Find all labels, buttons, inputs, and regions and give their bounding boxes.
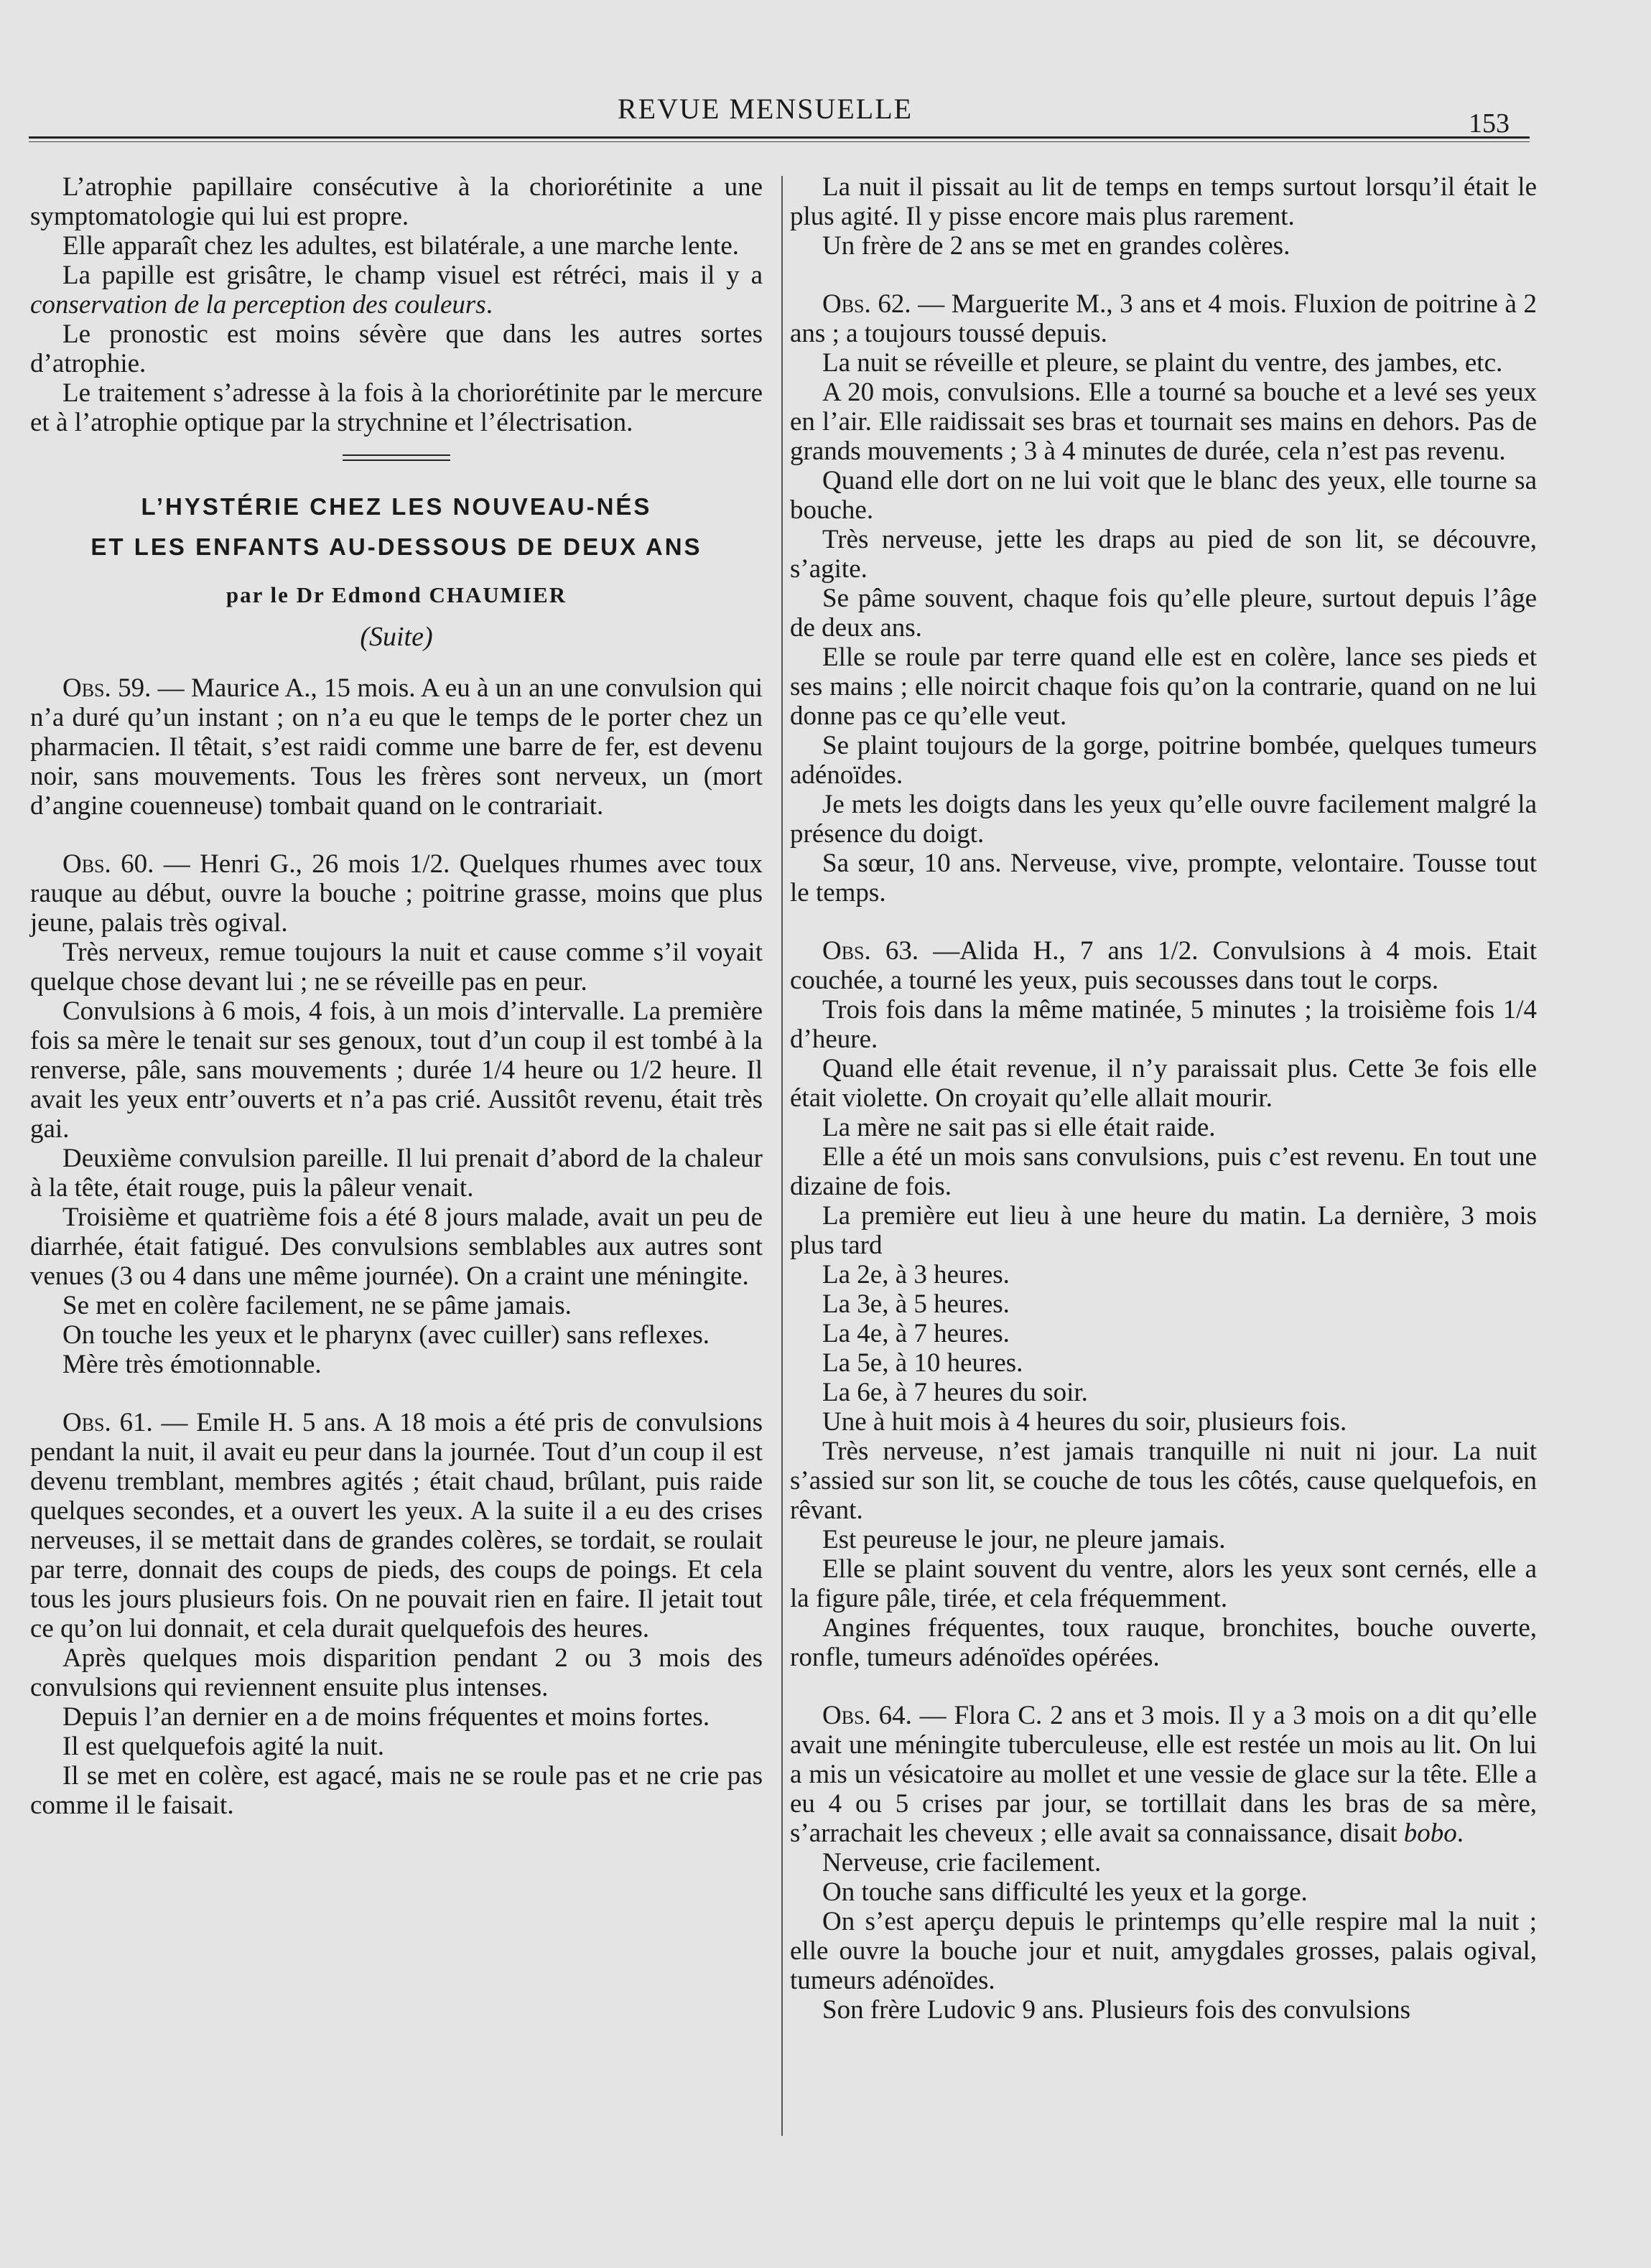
paragraph: Elle se roule par terre quand elle est en colère, lance ses pieds et ses mains ; elle noircit chaque fois qu’on la contrarie, quand on ne lui donne pas ce qu’elle veut.: [790, 643, 1537, 731]
paragraph: Mère très émotionnable.: [62, 1350, 322, 1379]
paragraph: La 5e, à 10 heures.: [822, 1348, 1023, 1378]
obs-label: Obs. 63.: [822, 936, 919, 966]
running-header: REVUE MENSUELLE: [618, 93, 913, 125]
text: .: [485, 290, 493, 319]
paragraph: Très nerveuse, n’est jamais tranquille ni nuit ni jour. La nuit s’assied sur son lit, se couche de tous les côtés, cause quelquefois, en rêvant.: [790, 1437, 1537, 1525]
text: —Alida H., 7 ans 1/2. Convulsions à 4 mois. Etait couchée, a tourné les yeux, puis secousses dans tout le corps.: [790, 936, 1537, 995]
obs-label: Obs. 61.: [62, 1408, 153, 1437]
paragraph: La première eut lieu à une heure du matin. La dernière, 3 mois plus tard: [790, 1201, 1537, 1260]
paragraph: Depuis l’an dernier en a de moins fréquentes et moins fortes.: [62, 1702, 710, 1732]
text: La papille est grisâtre, le champ visuel est rétréci, mais il y a: [62, 261, 763, 290]
spacer: [790, 907, 1537, 936]
obs-label: Obs. 64.: [822, 1701, 912, 1730]
observation-paragraph: [790, 936, 1537, 995]
paragraph: Le traitement s’adresse à la fois à la choriorétinite par le mercure et à l’atrophie optique par la strychnine et l’électrisation.: [30, 378, 763, 437]
observation-paragraph: [30, 849, 763, 938]
text: — Emile H. 5 ans. A 18 mois a été pris de convulsions pendant la nuit, il avait eu peur dans la journée. Tout d’un coup il est devenu tremblant, membres agités ; était chaud, brûlant, puis raide quelques secondes, et a ouvert les yeux. A la suite il a eu des crises nerveuses, il se mettait dans de grandes colères, se tordait, se roulait par terre, donnait des coups de pieds, des coups de poings. Et cela tous les jours plusieurs fois. On ne pouvait rien en faire. Il jetait tout ce qu’on lui donnait, et cela durait quelquefois des heures.: [30, 1408, 763, 1643]
paragraph: Très nerveuse, jette les draps au pied de son lit, se découvre, s’agite.: [790, 525, 1537, 584]
paragraph: Après quelques mois disparition pendant 2 ou 3 mois des convulsions qui reviennent ensuite plus intenses.: [30, 1643, 763, 1702]
text: — Henri G., 26 mois 1/2. Quelques rhumes avec toux rauque au début, ouvre la bouche ; poitrine grasse, moins que plus jeune, palais très ogival.: [30, 849, 763, 938]
page-number: 153: [1469, 108, 1510, 139]
section-separator: [343, 454, 450, 461]
header-rule-thin: [29, 141, 1530, 142]
paragraph: On s’est aperçu depuis le printemps qu’elle respire mal la nuit ; elle ouvre la bouche jour et nuit, amygdales grosses, palais ogival, tumeurs adénoïdes.: [790, 1907, 1537, 1995]
spacer: [30, 821, 763, 849]
article-title-line: ET LES ENFANTS AU-DESSOUS DE DEUX ANS: [90, 533, 702, 560]
paragraph: La 3e, à 5 heures.: [822, 1289, 1010, 1319]
paragraph: Le pronostic est moins sévère que dans les autres sortes d’atrophie.: [30, 319, 763, 378]
obs-label: Obs. 60.: [62, 849, 154, 879]
obs-label: Obs. 59.: [62, 673, 152, 703]
left-column: [30, 172, 763, 1820]
paragraph: Son frère Ludovic 9 ans. Plusieurs fois des convulsions: [822, 1995, 1411, 2025]
paragraph: La 6e, à 7 heures du soir.: [822, 1378, 1088, 1407]
spacer: [790, 261, 1537, 289]
observation-paragraph: [30, 1408, 763, 1643]
observation-paragraph: [30, 673, 763, 821]
paragraph: Quand elle était revenue, il n’y paraissait plus. Cette 3e fois elle était violette. On croyait qu’elle allait mourir.: [790, 1054, 1537, 1113]
obs-label: Obs. 62.: [822, 289, 911, 319]
paragraph: La nuit il pissait au lit de temps en temps surtout lorsqu’il était le plus agité. Il y pisse encore mais plus rarement.: [790, 172, 1537, 231]
continuation-note: (Suite): [360, 622, 433, 652]
paragraph: Deuxième convulsion pareille. Il lui prenait d’abord de la chaleur à la tête, était rouge, puis la pâleur venait.: [30, 1144, 763, 1203]
header-rule: [29, 136, 1530, 139]
spacer: [30, 1379, 763, 1408]
paragraph: La 2e, à 3 heures.: [822, 1260, 1010, 1289]
paragraph: Il se met en colère, est agacé, mais ne se roule pas et ne crie pas comme il le faisait.: [30, 1761, 763, 1820]
paragraph: Un frère de 2 ans se met en grandes colères.: [822, 231, 1290, 261]
paragraph: Se met en colère facilement, ne se pâme jamais.: [62, 1291, 572, 1320]
observation-paragraph: [790, 289, 1537, 348]
paragraph: La mère ne sait pas si elle était raide.: [822, 1113, 1216, 1142]
article-title-line: L’HYSTÉRIE CHEZ LES NOUVEAU-NÉS: [141, 493, 652, 520]
paragraph: Elle a été un mois sans convulsions, puis c’est revenu. En tout une dizaine de fois.: [790, 1142, 1537, 1201]
paragraph: Une à huit mois à 4 heures du soir, plusieurs fois.: [822, 1407, 1347, 1437]
paragraph: Elle apparaît chez les adultes, est bilatérale, a une marche lente.: [62, 231, 740, 261]
paragraph: A 20 mois, convulsions. Elle a tourné sa bouche et a levé ses yeux en l’air. Elle raidissait ses bras et tournait ses mains en dehors. Pas de grands mouvements ; 3 à 4 minutes de durée, cela n’est pas revenu.: [790, 378, 1537, 466]
paragraph: Quand elle dort on ne lui voit que le blanc des yeux, elle tourne sa bouche.: [790, 466, 1537, 525]
paragraph: Troisième et quatrième fois a été 8 jours malade, avait un peu de diarrhée, était fatigué. Des convulsions semblables aux autres sont venues (3 ou 4 dans une même journée). On a craint une méningite.: [30, 1203, 763, 1291]
paragraph: Convulsions à 6 mois, 4 fois, à un mois d’intervalle. La première fois sa mère le tenait sur ses genoux, tout d’un coup il est tombé à la renverse, pâle, sans mouvements ; durée 1/4 heure ou 1/2 heure. Il avait les yeux entr’ouverts et n’a pas crié. Aussitôt revenu, était très gai.: [30, 997, 763, 1144]
paragraph: Est peureuse le jour, ne pleure jamais.: [822, 1525, 1226, 1554]
column-divider: [781, 176, 783, 2136]
paragraph: Elle se plaint souvent du ventre, alors les yeux sont cernés, elle a la figure pâle, tirée, et cela fréquemment.: [790, 1554, 1537, 1613]
paragraph: Je mets les doigts dans les yeux qu’elle ouvre facilement malgré la présence du doigt.: [790, 790, 1537, 849]
paragraph: L’atrophie papillaire consécutive à la choriorétinite a une symptomatologie qui lui est propre.: [30, 172, 763, 231]
paragraph: Très nerveux, remue toujours la nuit et cause comme s’il voyait quelque chose devant lui ; ne se réveille pas en peur.: [30, 938, 763, 997]
paragraph: Se pâme souvent, chaque fois qu’elle pleure, surtout depuis l’âge de deux ans.: [790, 584, 1537, 643]
text: — Maurice A., 15 mois. A eu à un an une convulsion qui n’a duré qu’un instant ; on n’a eu que le temps de le porter chez un pharmacien. Il têtait, s’est raidi comme une barre de fer, est devenu noir, sans mouvements. Tous les frères sont nerveux, un (mort d’angine couenneuse) tombait quand on le contrariait.: [30, 673, 763, 821]
observation-paragraph: [790, 1701, 1537, 1848]
article-title: [30, 487, 763, 567]
text: — Flora C. 2 ans et 3 mois. Il y a 3 mois on a dit qu’elle avait une méningite tuberculeuse, elle est restée un mois au lit. On lui a mis un vésicatoire au mollet et une vessie de glace sur la tête. Elle a eu 4 ou 5 crises par jour, se tortillait dans les bras de sa mère, s’arrachait les cheveux ; elle avait sa connaissance, disait: [790, 1701, 1538, 1848]
paragraph: Il est quelquefois agité la nuit.: [62, 1732, 384, 1761]
paragraph: On touche les yeux et le pharynx (avec cuiller) sans reflexes.: [62, 1320, 710, 1350]
right-column: [790, 172, 1537, 2025]
paragraph: On touche sans difficulté les yeux et la gorge.: [822, 1877, 1308, 1907]
spacer: [790, 1672, 1537, 1701]
paragraph: La nuit se réveille et pleure, se plaint du ventre, des jambes, etc.: [822, 348, 1503, 378]
emphasis: bobo: [1403, 1819, 1457, 1848]
paragraph: Trois fois dans la même matinée, 5 minutes ; la troisième fois 1/4 d’heure.: [790, 995, 1537, 1054]
paragraph: Sa sœur, 10 ans. Nerveuse, vive, prompte, velontaire. Tousse tout le temps.: [790, 849, 1537, 907]
paragraph: La 4e, à 7 heures.: [822, 1319, 1010, 1348]
byline: par le Dr Edmond CHAUMIER: [225, 582, 567, 607]
paragraph: Angines fréquentes, toux rauque, bronchites, bouche ouverte, ronfle, tumeurs adénoïdes opérées.: [790, 1613, 1537, 1672]
paragraph: [30, 261, 763, 319]
text: — Marguerite M., 3 ans et 4 mois. Fluxion de poitrine à 2 ans ; a toujours toussé depuis.: [790, 289, 1537, 348]
text: .: [1456, 1819, 1464, 1848]
emphasis: conservation de la perception des couleurs: [30, 290, 486, 319]
paragraph: Nerveuse, crie facilement.: [822, 1848, 1102, 1877]
paragraph: Se plaint toujours de la gorge, poitrine bombée, quelques tumeurs adénoïdes.: [790, 731, 1537, 790]
